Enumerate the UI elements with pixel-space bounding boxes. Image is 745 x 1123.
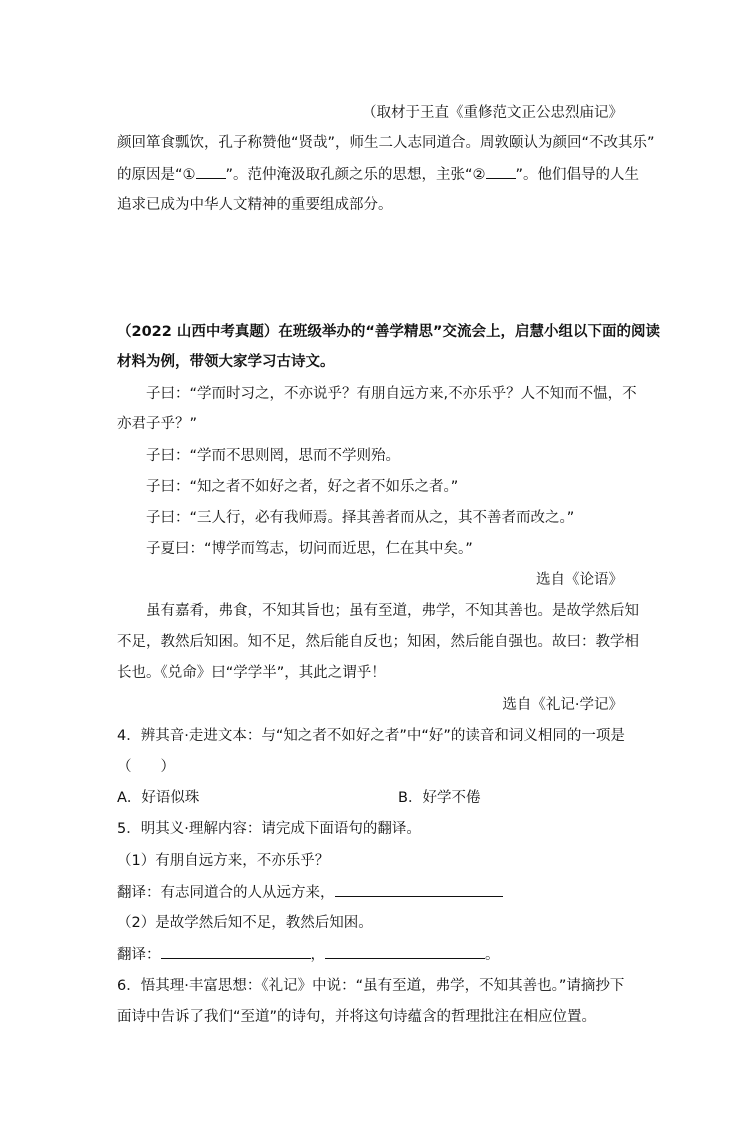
question-intro: 材料为例，带领大家学习古诗文。 xyxy=(117,354,335,370)
answer-blank[interactable] xyxy=(335,882,503,897)
q5-2-translation xyxy=(117,944,629,965)
period: 。 xyxy=(485,947,500,963)
passage-text: ”。他们倡导的人生 xyxy=(515,167,640,183)
q6-text: 6．悟其理·丰富思想：《礼记》中说：“虽有至道，弗学，不知其善也。”请摘抄下 xyxy=(117,978,625,994)
source-citation: （取材于王直《重修范文正公忠烈庙记》 xyxy=(362,105,623,121)
answer-blank[interactable] xyxy=(486,164,516,179)
xueji-line: 虽有嘉肴，弗食，不知其旨也；虽有至道，弗学，不知其善也。是故学然后知 xyxy=(146,603,639,619)
answer-blank[interactable] xyxy=(161,944,311,959)
q5-2: （2）是故学然后知不足，教然后知困。 xyxy=(117,915,373,931)
lunyu-line: 子夏曰：“博学而笃志，切问而近思，仁在其中矣。” xyxy=(146,541,473,557)
passage-line: 追求已成为中华人文精神的重要组成部分。 xyxy=(117,197,393,213)
translation-text: 翻译：有志同道合的人从远方来， xyxy=(117,885,335,901)
translation-label: 翻译： xyxy=(117,947,161,963)
lunyu-line: 子曰：“三人行，必有我师焉。择其善者而从之，其不善者而改之。” xyxy=(146,510,575,526)
q5-text: 5．明其义·理解内容：请完成下面语句的翻译。 xyxy=(117,821,421,837)
q5-1: （1）有朋自远方来，不亦乐乎？ xyxy=(117,853,330,869)
passage-text: 的原因是“ xyxy=(117,167,183,183)
answer-blank[interactable] xyxy=(325,944,485,959)
lunyu-line: 子曰：“学而时习之，不亦说乎？有朋自远方来,不亦乐乎？人不知而不愠，不 xyxy=(146,386,637,402)
q6-text: 面诗中告诉了我们“至道”的诗句，并将这句诗蕴含的哲理批注在相应位置。 xyxy=(117,1009,597,1025)
passage-text: ”。范仲淹汲取孔颜之乐的思想，主张“ xyxy=(225,167,473,183)
option-a[interactable]: A．好语似珠 xyxy=(117,790,200,806)
q4-paren: （ ） xyxy=(117,759,175,775)
answer-blank[interactable] xyxy=(196,164,226,179)
question-intro: （2022 山西中考真题）在班级举办的“善学精思”交流会上，启慧小组以下面的阅读 xyxy=(117,324,660,340)
lunyu-line: 亦君子乎？” xyxy=(117,416,198,432)
lunyu-line: 子曰：“学而不思则罔，思而不学则殆。 xyxy=(146,448,401,464)
blank-number: ② xyxy=(472,167,486,183)
comma: ， xyxy=(310,947,325,963)
passage-line xyxy=(117,164,640,185)
q4-text: 4．辨其音·走进文本：与“知之者不如好之者”中“好”的读音和词义相同的一项是 xyxy=(117,728,625,744)
blank-number: ① xyxy=(182,167,196,183)
xueji-line: 长也。《兑命》曰“学学半”，其此之谓乎！ xyxy=(117,665,386,681)
xueji-source: 选自《礼记·学记》 xyxy=(502,697,623,713)
passage-line: 颜回箪食瓢饮，孔子称赞他“贤哉”，师生二人志同道合。周敦颐认为颜回“不改其乐” xyxy=(117,135,655,151)
xueji-line: 不足，教然后知困。知不足，然后能自反也；知困，然后能自强也。故曰：教学相 xyxy=(117,634,639,650)
lunyu-source: 选自《论语》 xyxy=(536,572,623,588)
option-b[interactable]: B．好学不倦 xyxy=(398,790,481,806)
q4-options xyxy=(117,788,629,808)
q5-1-translation xyxy=(117,882,629,903)
lunyu-line: 子曰：“知之者不如好之者，好之者不如乐之者。” xyxy=(146,479,459,495)
